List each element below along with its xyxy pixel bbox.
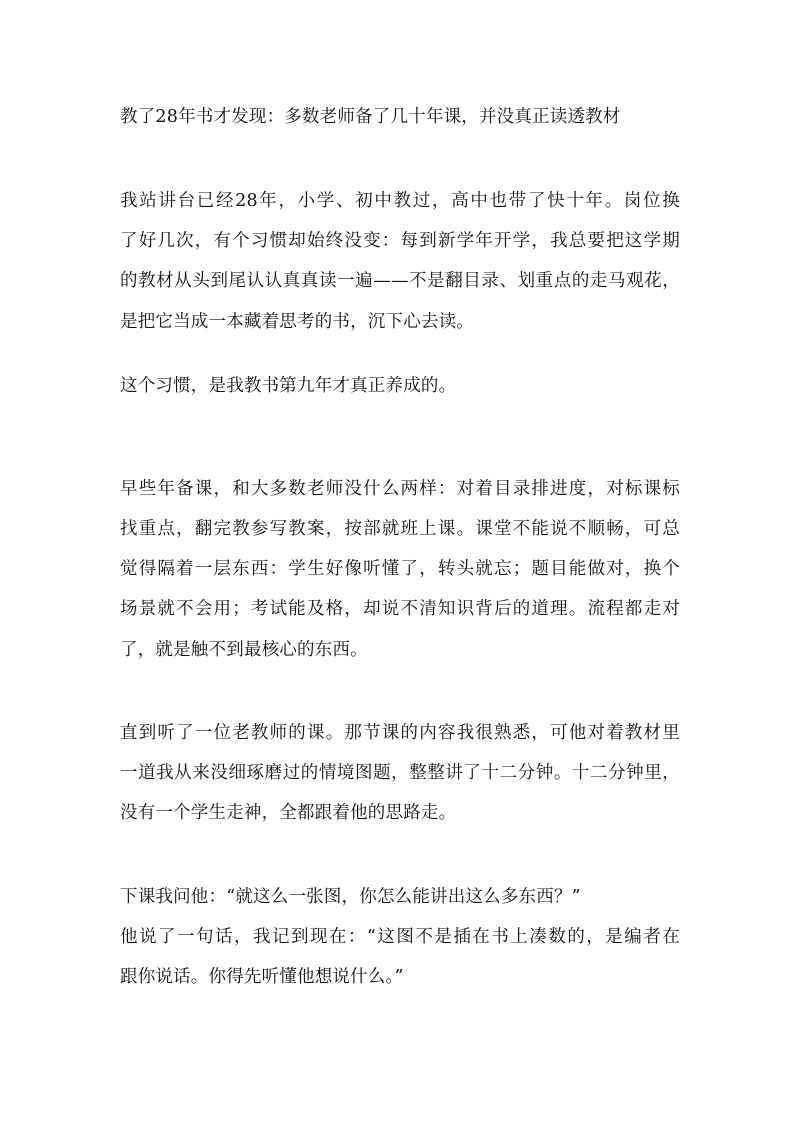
paragraph-line: 找重点，翻完教参写教案，按部就班上课。课堂不能说不顺畅，可总 bbox=[120, 519, 680, 539]
paragraph-line: 觉得隔着一层东西：学生好像听懂了，转头就忘；题目能做对，换个 bbox=[120, 559, 680, 579]
paragraph-line: 直到听了一位老教师的课。那节课的内容我很熟悉，可他对着教材里 bbox=[120, 723, 680, 743]
paragraph-line: 一道我从来没细琢磨过的情境图题，整整讲了十二分钟。十二分钟里， bbox=[120, 763, 680, 783]
paragraph-line: 场景就不会用；考试能及格，却说不清知识背后的道理。流程都走对 bbox=[120, 599, 680, 619]
paragraph-line: 的教材从头到尾认认真真读一遍——不是翻目录、划重点的走马观花， bbox=[120, 271, 680, 291]
paragraph-line: 早些年备课，和大多数老师没什么两样：对着目录排进度，对标课标 bbox=[120, 479, 680, 499]
paragraph-line: 我站讲台已经28年，小学、初中教过，高中也带了快十年。岗位换 bbox=[120, 191, 680, 211]
document-title: 教了28年书才发现：多数老师备了几十年课，并没真正读透教材 bbox=[120, 107, 621, 127]
paragraph-line: 了，就是触不到最核心的东西。 bbox=[120, 640, 368, 660]
paragraph-line: 跟你说话。你得先听懂他想说什么。” bbox=[120, 967, 404, 987]
paragraph-line: 下课我问他：“就这么一张图，你怎么能讲出这么多东西？” bbox=[120, 887, 581, 907]
paragraph-line: 了好几次，有个习惯却始终没变：每到新学年开学，我总要把这学期 bbox=[120, 231, 680, 251]
paragraph-line: 他说了一句话，我记到现在：“这图不是插在书上凑数的，是编者在 bbox=[120, 927, 680, 947]
paragraph-line: 是把它当成一本藏着思考的书，沉下心去读。 bbox=[120, 312, 474, 332]
paragraph-line: 这个习惯，是我教书第九年才真正养成的。 bbox=[120, 376, 457, 396]
paragraph-line: 没有一个学生走神，全都跟着他的思路走。 bbox=[120, 803, 457, 823]
